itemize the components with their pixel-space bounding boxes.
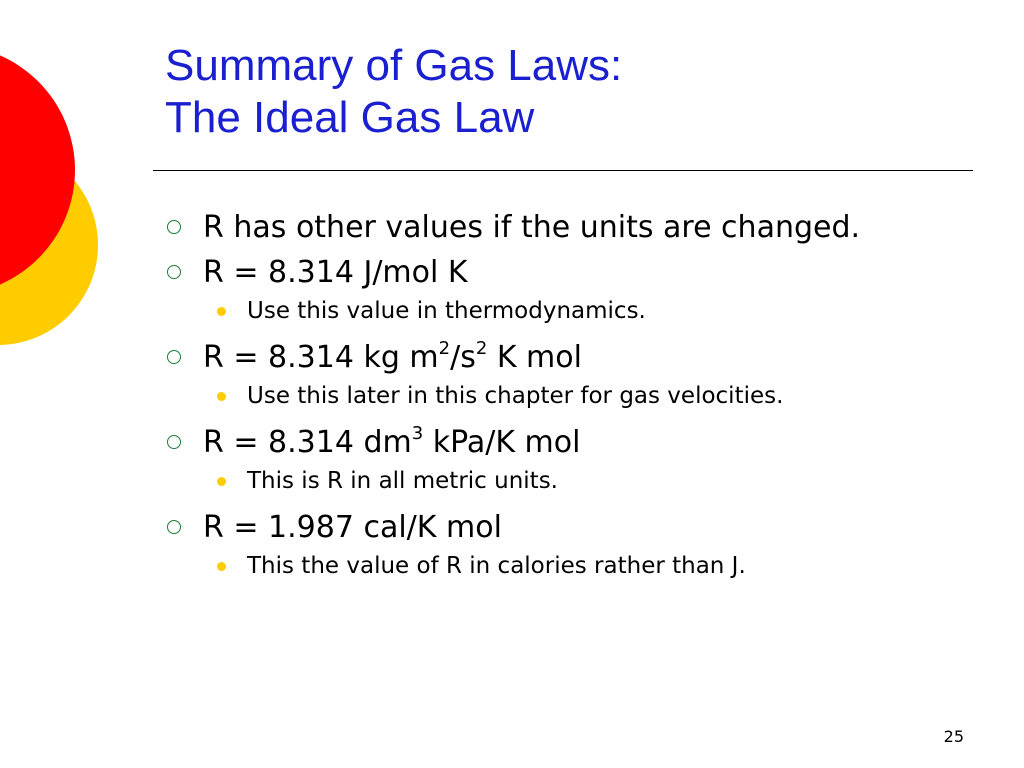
- bullet-text: R = 1.987 cal/K mol: [203, 510, 502, 545]
- bullet-list: [165, 208, 995, 593]
- hollow-circle-bullet-icon: [167, 350, 181, 364]
- hollow-circle-bullet-icon: [167, 520, 181, 534]
- bullet-text: R = 8.314 J/mol K: [203, 255, 468, 290]
- slide-title-line-2: The Ideal Gas Law: [165, 93, 535, 142]
- sub-bullet-item-5: [165, 551, 995, 581]
- yellow-dot-bullet-icon: [217, 477, 226, 486]
- sub-bullet-text: This the value of R in calories rather than J.: [247, 553, 746, 579]
- bullet-text-part: /s: [450, 340, 476, 375]
- bullet-text: [203, 340, 582, 375]
- bullet-item-3: [165, 338, 995, 377]
- superscript: 3: [411, 423, 424, 444]
- yellow-dot-bullet-icon: [217, 392, 226, 401]
- bullet-text-part: kPa/K mol: [423, 425, 581, 460]
- bullet-item-5: [165, 508, 995, 547]
- bullet-text-part: K mol: [487, 340, 582, 375]
- sub-bullet-item-4: [165, 466, 995, 496]
- bullet-item-4: [165, 423, 995, 462]
- decorative-circles: [0, 0, 110, 420]
- superscript: 2: [475, 338, 488, 359]
- slide-title-line-1: Summary of Gas Laws:: [165, 41, 623, 90]
- bullet-text: R has other values if the units are changed.: [203, 210, 861, 245]
- sub-bullet-text: Use this later in this chapter for gas velocities.: [247, 383, 784, 409]
- bullet-text: [203, 425, 580, 460]
- bullet-text-part: R = 8.314 dm: [203, 425, 412, 460]
- page-number: 25: [943, 727, 964, 746]
- sub-bullet-text: This is R in all metric units.: [247, 468, 558, 494]
- yellow-dot-bullet-icon: [217, 562, 226, 571]
- title-divider: [153, 170, 973, 171]
- superscript: 2: [438, 338, 451, 359]
- bullet-text-part: R = 8.314 kg m: [203, 340, 439, 375]
- sub-bullet-item-2: [165, 296, 995, 326]
- hollow-circle-bullet-icon: [167, 435, 181, 449]
- sub-bullet-text: Use this value in thermodynamics.: [247, 298, 646, 324]
- yellow-dot-bullet-icon: [217, 307, 226, 316]
- bullet-item-1: [165, 208, 995, 247]
- sub-bullet-item-3: [165, 381, 995, 411]
- hollow-circle-bullet-icon: [167, 220, 181, 234]
- slide-title: [165, 40, 622, 144]
- hollow-circle-bullet-icon: [167, 265, 181, 279]
- bullet-item-2: [165, 253, 995, 292]
